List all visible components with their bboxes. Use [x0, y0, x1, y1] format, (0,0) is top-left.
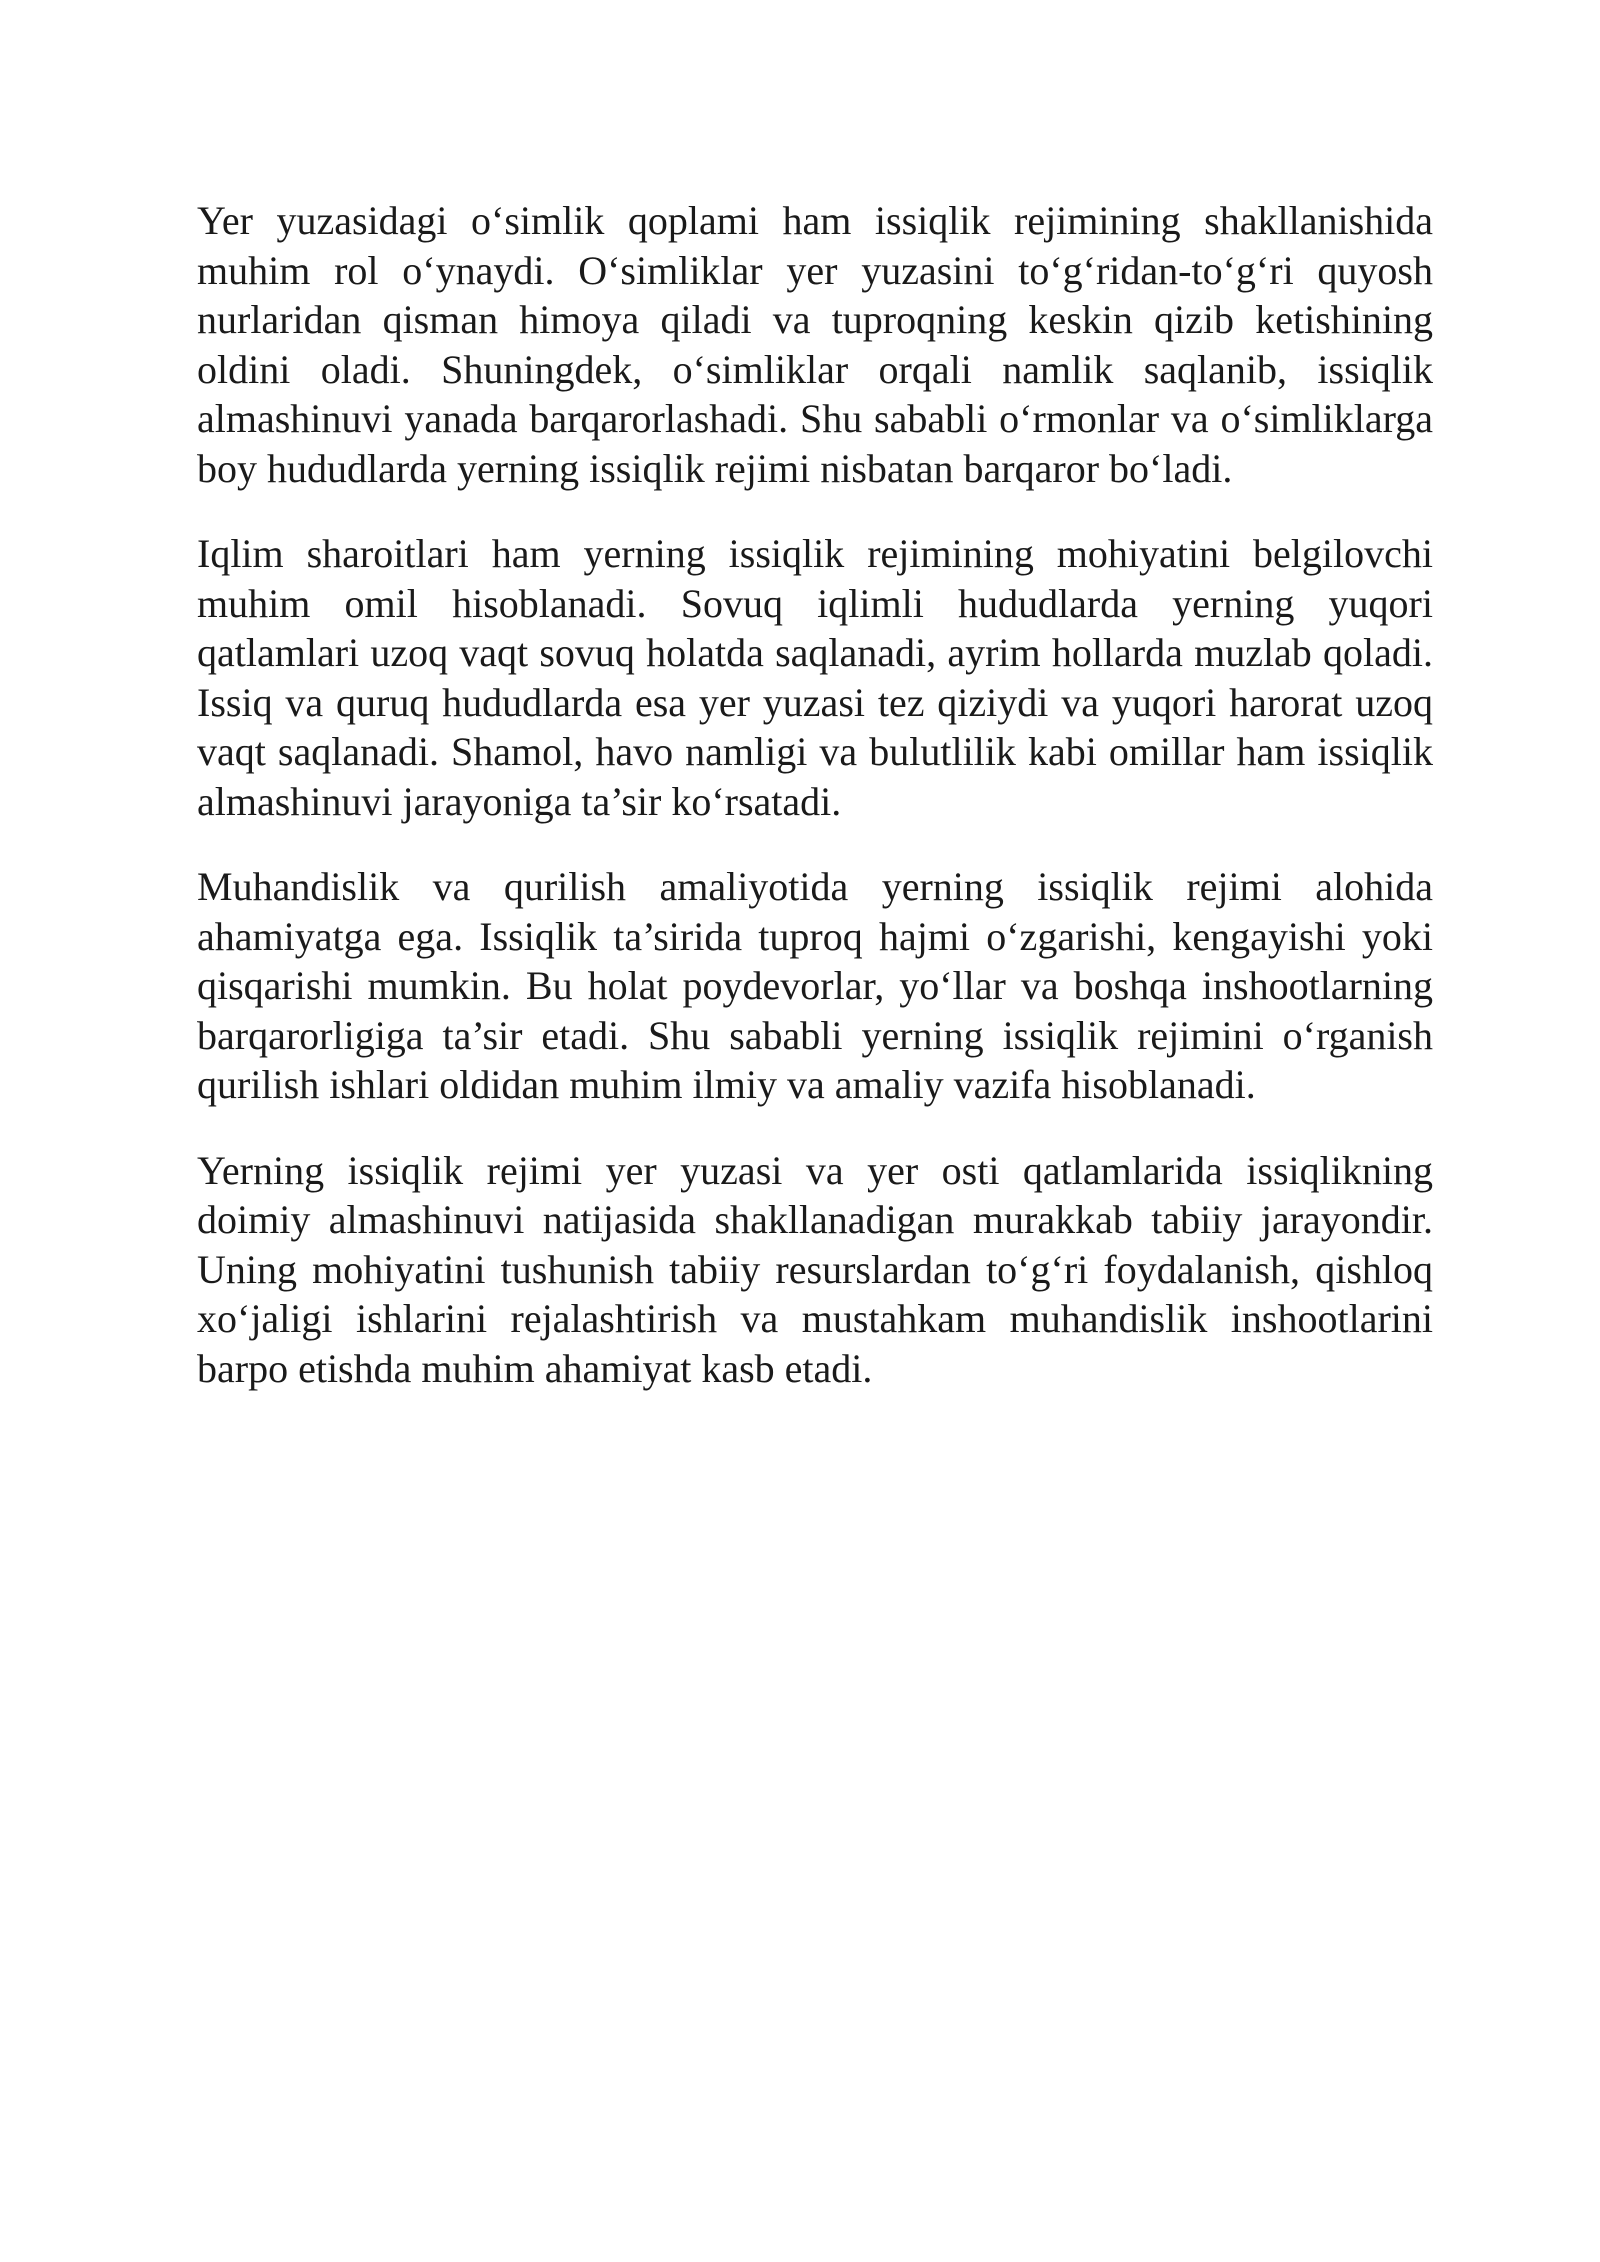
paragraph-climate-conditions: Iqlim sharoitlari ham yerning issiqlik rejimining mohiyatini belgilovchi muhim omil hisoblanadi. Sovuq iqlimli hududlarda yerning yuqori qatlamlari uzoq vaqt sovuq holatda saqlanadi, ayrim hollarda muzlab qoladi. Issiq va quruq hududlarda esa yer yuzasi tez qiziydi va yuqori harorat uzoq vaqt saqlanadi. Shamol, havo namligi va bulutlilik kabi omillar ham issiqlik almashinuvi jarayoniga ta’sir ko‘rsatadi.: [197, 531, 1433, 824]
paragraph-engineering: Muhandislik va qurilish amaliyotida yerning issiqlik rejimi alohida ahamiyatga ega. Issiqlik ta’sirida tuproq hajmi o‘zgarishi, kengayishi yoki qisqarishi mumkin. Bu holat poydevorlar, yo‘llar va boshqa inshootlarning barqarorligiga ta’sir etadi. Shu sababli yerning issiqlik rejimini o‘rganish qurilish ishlari oldidan muhim ilmiy va amaliy vazifa hisoblanadi.: [197, 864, 1433, 1107]
paragraph-plant-cover: Yer yuzasidagi o‘simlik qoplami ham issiqlik rejimining shakllanishida muhim rol o‘ynaydi. O‘simliklar yer yuzasini to‘g‘ridan-to‘g‘ri quyosh nurlaridan qisman himoya qiladi va tuproqning keskin qizib ketishining oldini oladi. Shuningdek, o‘simliklar orqali namlik saqlanib, issiqlik almashinuvi yanada barqarorlashadi. Shu sababli o‘rmonlar va o‘simliklarga boy hududlarda yerning issiqlik rejimi nisbatan barqaror bo‘ladi.: [197, 198, 1433, 491]
paragraph-conclusion: Yerning issiqlik rejimi yer yuzasi va yer osti qatlamlarida issiqlikning doimiy almashinuvi natijasida shakllanadigan murakkab tabiiy jarayondir. Uning mohiyatini tushunish tabiiy resurslardan to‘g‘ri foydalanish, qishloq xo‘jaligi ishlarini rejalashtirish va mustahkam muhandislik inshootlarini barpo etishda muhim ahamiyat kasb etadi.: [197, 1147, 1433, 1391]
document-body: [197, 196, 1433, 1429]
